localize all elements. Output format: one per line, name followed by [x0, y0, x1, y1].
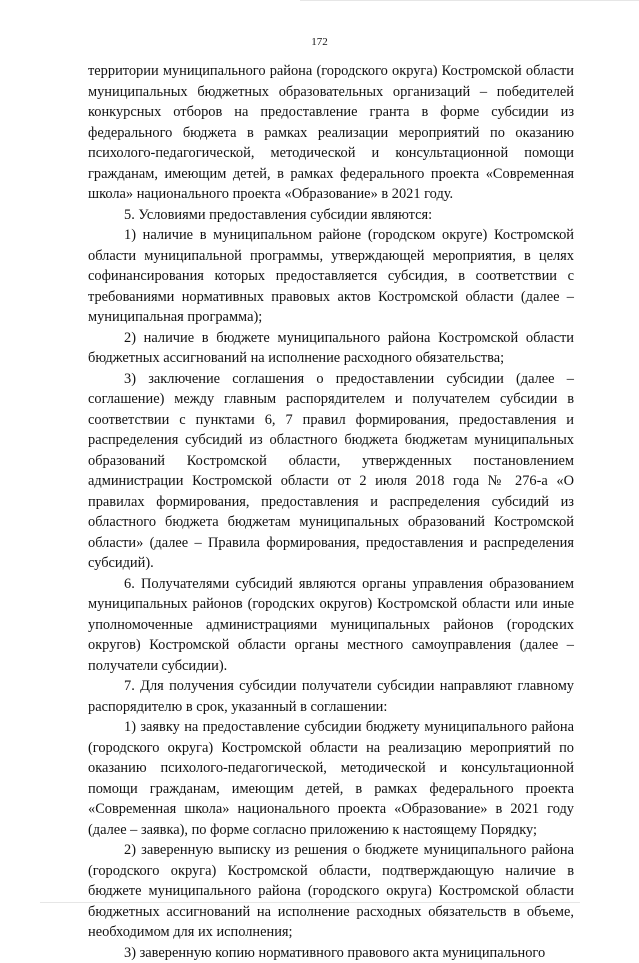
paragraph-item-7-3: 3) заверенную копию нормативного правового акта муниципального	[88, 943, 574, 963]
paragraph-item-5-3: 3) заключение соглашения о предоставлении субсидии (далее – соглашение) между главным распорядителем и получателем субсидии в соответствии с пунктами 6, 7 правил формирования, предоставления и распределения субсидий из областного бюджета бюджетам муниципальных образований Костромской области, утвержденных постановлением администрации Костромской области от 2 июля 2018 года № 276-а «О правилах формирования, предоставления и распределения субсидий из областного бюджета бюджетам муниципальных образований Костромской области» (далее – Правила формирования, предоставления и распределения субсидий).	[88, 369, 574, 574]
paragraph-item-7-2: 2) заверенную выписку из решения о бюджете муниципального района (городского округа) Костромской области, подтверждающую наличие в бюджете муниципального района (городского округа) Костромской области бюджетных ассигнований на исполнение расходных обязательств в объеме, необходимом для их исполнения;	[88, 840, 574, 943]
paragraph-item-7: 7. Для получения субсидии получатели субсидии направляют главному распорядителю в срок, указанный в соглашении:	[88, 676, 574, 717]
paragraph-continuation: территории муниципального района (городского округа) Костромской области муниципальных бюджетных образовательных организаций – победителей конкурсных отборов на предоставление гранта в форме субсидии из федерального бюджета в рамках реализации мероприятий по оказанию психолого-педагогической, методической и консультационной помощи гражданам, имеющим детей, в рамках федерального проекта «Современная школа» национального проекта «Образование» в 2021 году.	[88, 61, 574, 205]
paragraph-item-5-2: 2) наличие в бюджете муниципального района Костромской области бюджетных ассигнований на исполнение расходного обязательства;	[88, 328, 574, 369]
paragraph-item-5-1: 1) наличие в муниципальном районе (городском округе) Костромской области муниципальной программы, утверждающей мероприятия, в целях софинансирования которых предоставляется субсидия, в соответствии с требованиями нормативных правовых актов Костромской области (далее – муниципальная программа);	[88, 225, 574, 328]
paragraph-item-7-1: 1) заявку на предоставление субсидии бюджету муниципального района (городского округа) Костромской области на реализацию мероприятий по оказанию психолого-педагогической, методической и консультационной помощи гражданам, имеющим детей, в рамках федерального проекта «Современная школа» национального проекта «Образование» в 2021 году (далее – заявка), по форме согласно приложению к настоящему Порядку;	[88, 717, 574, 840]
document-body	[88, 61, 574, 963]
page-number: 172	[0, 36, 639, 49]
scan-edge-top	[300, 0, 639, 1]
scan-edge-bottom	[40, 902, 580, 903]
paragraph-item-6: 6. Получателями субсидий являются органы управления образованием муниципальных районов (городских округов) Костромской области или иные уполномоченные администрациями муниципальных районов (городских округов) Костромской области органы местного самоуправления (далее – получатели субсидии).	[88, 574, 574, 677]
paragraph-item-5: 5. Условиями предоставления субсидии являются:	[88, 205, 574, 226]
